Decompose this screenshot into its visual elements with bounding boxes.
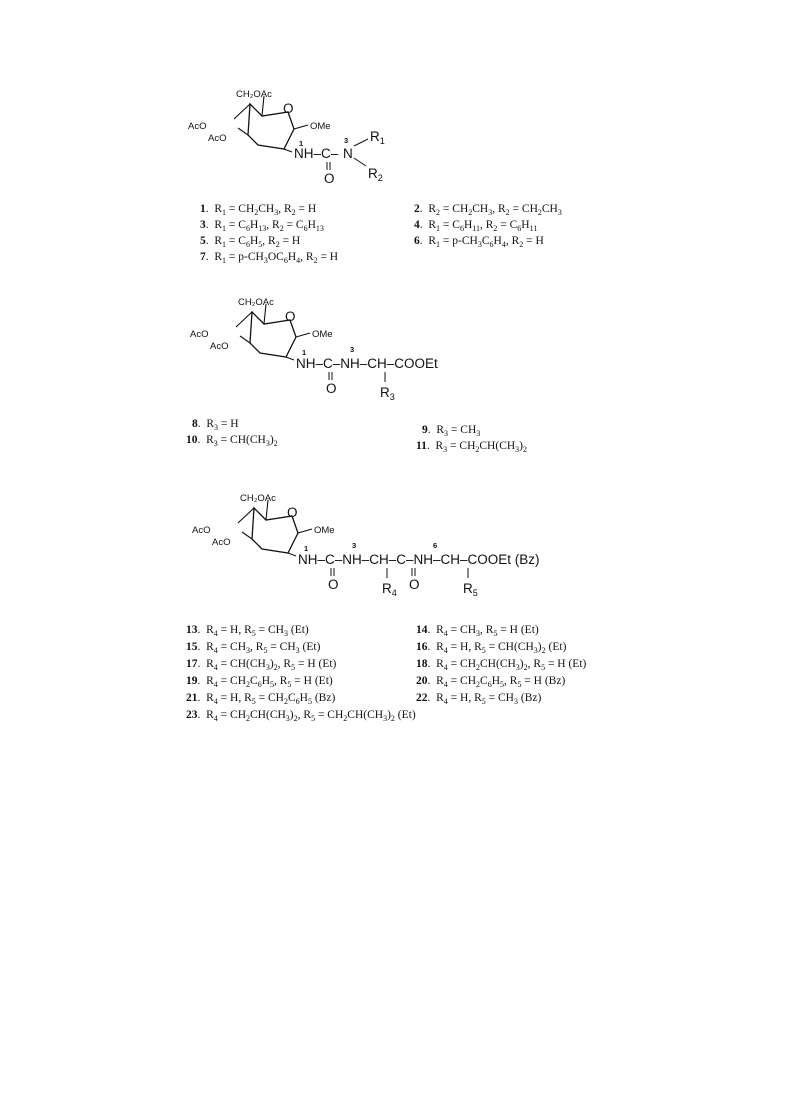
ch2oac-label: CH₂OAc bbox=[240, 493, 276, 504]
n-label: N bbox=[343, 146, 353, 161]
compound-20: 20. $R_4 = CH_2C_6H_5$, $R_5 = H$ (Bz) bbox=[416, 675, 566, 689]
nh-c-label: NH–C– bbox=[294, 146, 339, 161]
compound-1: 1. $R_1 = CH_2CH_3$, $R_2 = H$ bbox=[200, 203, 317, 217]
aco-left-label: AcO bbox=[188, 121, 207, 132]
ome-label: OMe bbox=[312, 329, 333, 340]
ch2oac-label: CH₂OAc bbox=[236, 89, 272, 100]
structure-urea bbox=[188, 89, 385, 186]
ome-label: OMe bbox=[314, 525, 335, 536]
compound-21: 21. $R_4 = H$, $R_5 = CH_2C_6H_5$ (Bz) bbox=[186, 692, 336, 706]
aco-lower-label: AcO bbox=[208, 133, 227, 144]
compound-3: 3. $R_1 = C_6H_{13}$, $R_2 = C_6H_{13}$ bbox=[200, 219, 324, 233]
aco-lower-label: AcO bbox=[212, 537, 231, 548]
compound-22: 22. $R_4 = H$, $R_5 = CH_3$ (Bz) bbox=[416, 692, 542, 706]
position-3-label: 3 bbox=[350, 345, 355, 354]
position-1-label: 1 bbox=[299, 139, 304, 148]
r4-label: $R_4$ bbox=[382, 581, 397, 598]
position-1-label: 1 bbox=[302, 348, 307, 357]
structure-dipeptide-urea bbox=[192, 493, 540, 598]
position-3-label: 3 bbox=[352, 541, 357, 550]
compound-18: 18. $R_4 = CH_2CH(CH_3)_2$, $R_5 = H$ (Et) bbox=[416, 658, 587, 672]
aco-left-label: AcO bbox=[192, 525, 211, 536]
r3-label: $R_3$ bbox=[380, 385, 395, 402]
compound-9: 9. $R_3 = CH_3$ bbox=[422, 424, 481, 438]
r5-label: $R_5$ bbox=[463, 581, 478, 598]
compound-16: 16. $R_4 = H$, $R_5 = CH(CH_3)_2$ (Et) bbox=[416, 641, 567, 655]
aco-left-label: AcO bbox=[190, 329, 209, 340]
compound-5: 5. $R_1 = C_6H_5$, $R_2 = H$ bbox=[200, 235, 301, 249]
ome-label: OMe bbox=[310, 121, 331, 132]
carbonyl-oxygen-2-label: O bbox=[409, 577, 420, 592]
compound-10: 10. $R_3 = CH(CH_3)_2$ bbox=[186, 434, 278, 448]
ch2oac-label: CH₂OAc bbox=[238, 297, 274, 308]
compound-11: 11. $R_3 = CH_2CH(CH_3)_2$ bbox=[416, 440, 528, 454]
compound-8: 8. $R_3 = H$ bbox=[192, 418, 239, 432]
compound-4: 4. $R_1 = C_6H_{11}$, $R_2 = C_6H_{11}$ bbox=[414, 219, 538, 233]
chain-label: NH–C–NH–CH–COOEt bbox=[296, 356, 438, 371]
aco-lower-label: AcO bbox=[210, 341, 229, 352]
carbonyl-oxygen-label: O bbox=[326, 381, 337, 396]
r2-label: $R_2$ bbox=[368, 166, 383, 183]
compound-17: 17. $R_4 = CH(CH_3)_2$, $R_5 = H$ (Et) bbox=[186, 658, 337, 672]
ring-oxygen-label: O bbox=[283, 101, 294, 116]
r1-label: $R_1$ bbox=[370, 129, 385, 146]
compound-19: 19. $R_4 = CH_2C_6H_5$, $R_5 = H$ (Et) bbox=[186, 675, 333, 689]
compound-14: 14. $R_4 = CH_3$, $R_5 = H$ (Et) bbox=[416, 624, 539, 638]
compound-13: 13. $R_4 = H$, $R_5 = CH_3$ (Et) bbox=[186, 624, 309, 638]
ring-oxygen-label: O bbox=[287, 505, 298, 520]
carbonyl-oxygen-1-label: O bbox=[328, 577, 339, 592]
position-6-label: 6 bbox=[433, 541, 438, 550]
chain-label: NH–C–NH–CH–C–NH–CH–COOEt (Bz) bbox=[298, 552, 540, 567]
compound-7: 7. $R_1 = p-CH_3OC_6H_4$, $R_2 = H$ bbox=[200, 251, 339, 265]
compound-23: 23. $R_4 = CH_2CH(CH_3)_2$, $R_5 = CH_2CH(CH_3)_2$ (Et) bbox=[186, 709, 416, 723]
compound-15: 15. $R_4 = CH_3$, $R_5 = CH_3$ (Et) bbox=[186, 641, 321, 655]
compound-2: 2. $R_2 = CH_2CH_3$, $R_2 = CH_2CH_3$ bbox=[414, 203, 562, 217]
ring-oxygen-label: O bbox=[285, 309, 296, 324]
structure-amino-acid-urea bbox=[190, 297, 438, 402]
position-1-label: 1 bbox=[304, 544, 309, 553]
compound-6: 6. $R_1 = p-CH_3C_6H_4$, $R_2 = H$ bbox=[414, 235, 544, 249]
position-3-label: 3 bbox=[344, 136, 349, 145]
carbonyl-oxygen-label: O bbox=[324, 171, 335, 186]
